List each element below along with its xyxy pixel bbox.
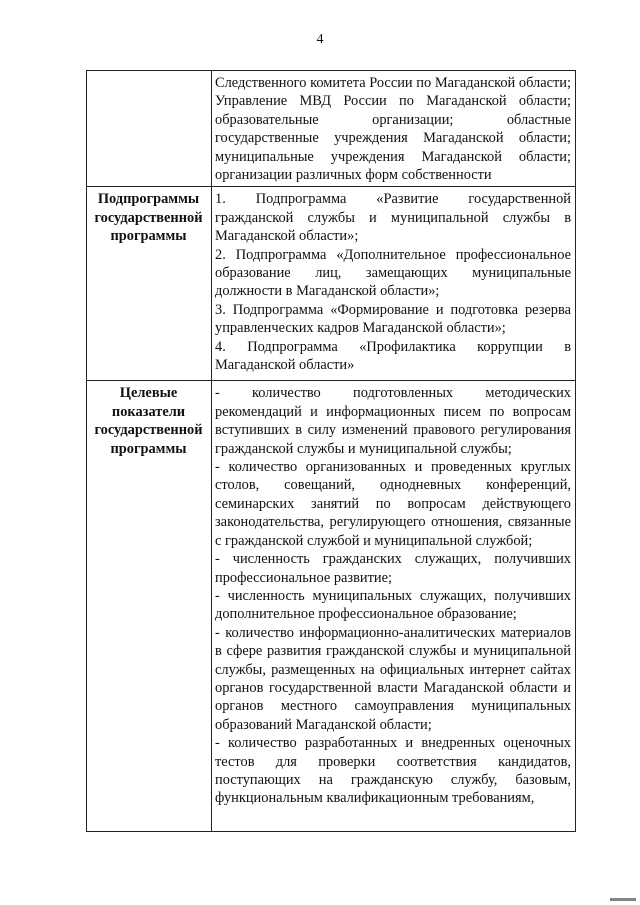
table-row [87,71,576,187]
list-item: - количество подготовленных методических рекомендаций и информационных писем по вопросам вступивших в силу изменений правового регулирования гражданской службы и муниципальной службы; [215,385,571,457]
list-item: 4. Подпрограмма «Профилактика коррупции в Магаданской области» [215,338,571,374]
subprograms-list [212,187,576,381]
list-item: - численность муниципальных служащих, получивших дополнительное профессиональное образование; [215,587,571,623]
table-row [87,187,576,381]
indicators-list [212,381,576,832]
row-content: Следственного комитета России по Магаданской области; Управление МВД России по Магаданской области; образовательные организации; областные государственные учреждения Магаданской области; муниципальные учреждения Магаданской области; организации различных форм собственности [212,71,576,187]
list-item: - количество информационно-аналитических материалов в сфере развития гражданской службы и муниципальной службы, размещенных на официальных интернет сайтах органов государственной власти Магаданской области и органов местного самоуправления муниципальных образований Магаданской области; [215,624,571,733]
list-item: 3. Подпрограмма «Формирование и подготовка резерва управленческих кадров Магаданской области»; [215,301,571,337]
list-item: 1. Подпрограмма «Развитие государственной гражданской службы и муниципальной службы в Магаданской области»; [215,191,571,245]
scan-artifact [610,898,636,901]
list-item: 2. Подпрограмма «Дополнительное профессиональное образование лиц, замещающих муниципальные должности в Магаданской области»; [215,246,571,300]
table-row [87,381,576,832]
row-label-indicators: Целевые показатели государственной программы [87,381,212,832]
list-item: - численность гражданских служащих, получивших профессиональное развитие; [215,551,571,586]
row-label [87,71,212,187]
page-number: 4 [316,32,324,47]
list-item: - количество разработанных и внедренных оценочных тестов для проверки соответствия кандидатов, поступающих на гражданскую службу, базовым, функциональным квалификационным требованиям, [215,735,571,807]
list-item: - количество организованных и проведенных круглых столов, совещаний, однодневных конференций, семинарских занятий по вопросам действующего законодательства, регулирующего отношения, связанные с гражданской службой и муниципальной службой; [215,459,571,549]
row-label-subprograms: Подпрограммы государственной программы [87,187,212,381]
program-passport-table [86,70,576,832]
